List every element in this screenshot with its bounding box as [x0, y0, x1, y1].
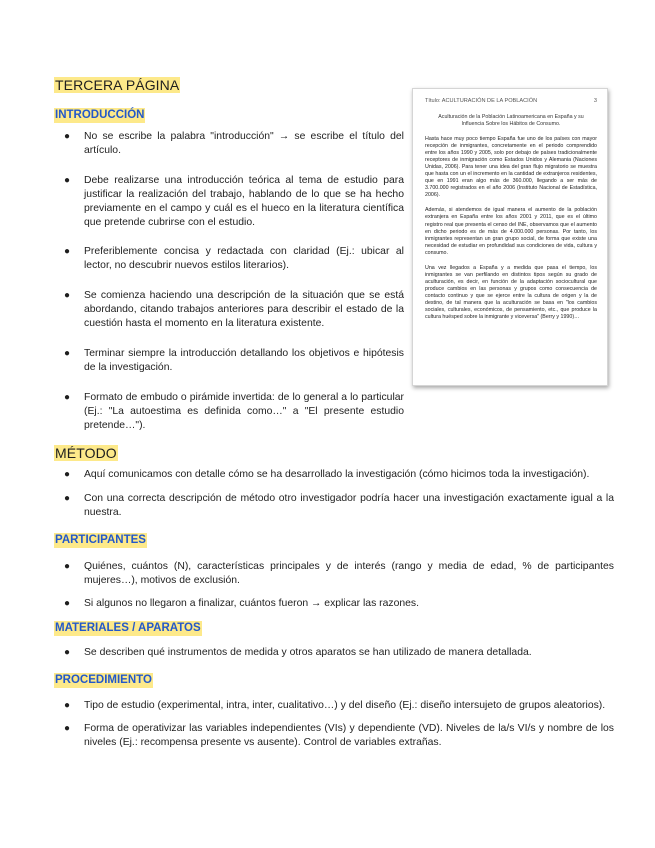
list-item-text: Forma de operativizar las variables independientes (VIs) y dependiente (VD). Niveles de la/s VI/s y nombre de los niveles (Ej.: recompensa presente vs ausente). Control de variables extrañas.: [84, 723, 614, 748]
embedded-doc-title: Aculturación de la Población Latinoamericana en España y su Influencia Sobre los Hábitos de Consumo.: [438, 114, 584, 127]
section-heading-tercera-pagina: [54, 76, 180, 94]
bullet-icon: ●: [64, 647, 71, 658]
list-item: [54, 391, 404, 433]
section-heading-introduccion: INTRODUCCIÓN: [55, 109, 145, 121]
list-item-text: Preferiblemente concisa y redactada con claridad (Ej.: ubicar al lector, no descubrir nuevos estilos literarios).: [84, 246, 404, 271]
list-item-text: Tipo de estudio (experimental, intra, inter, cualitativo…) y del diseño (Ej.: diseño intersujeto de grupos aleatorios).: [84, 700, 606, 711]
bullet-icon: ●: [64, 561, 71, 572]
list-item: [54, 492, 614, 520]
procedimiento-list: [54, 699, 614, 750]
list-item-text: No se escribe la palabra "introducción" → se escribe el título del artículo.: [84, 131, 404, 156]
list-item: [54, 560, 614, 588]
section-heading-procedimiento: PROCEDIMIENTO: [55, 674, 152, 686]
list-item-text: Aquí comunicamos con detalle cómo se ha desarrollado la investigación (cómo hicimos toda la investigación).: [84, 469, 590, 480]
metodo-list: [54, 468, 614, 520]
embedded-doc-running-head: Título: ACULTURACIÓN DE LA POBLACIÓN: [425, 98, 538, 104]
list-item-text: Se comienza haciendo una descripción de la situación que se está abordando, citando trabajos anteriores para describir el estado de la cuestión hasta el momento en la literatura existente.: [84, 290, 404, 329]
section-heading-metodo: [54, 444, 118, 462]
embedded-doc-header: [425, 98, 597, 105]
bullet-icon: ●: [64, 493, 71, 504]
section-heading-materiales: MATERIALES / APARATOS: [55, 622, 201, 634]
embedded-doc-paragraph: Además, si atendemos de igual manera el aumento de la población extranjera en España entre los años 2001 y 2011, que es el último registro real que presenta el censo del INE, observamos que el aumento en dicho periodo es de más de 4.000.000 personas. Por tanto, los inmigrantes representan un gran grupo social, de forma que existe una necesidad de estudiar en profundidad sus condiciones de vida, cultura y consumo.: [425, 207, 597, 256]
embedded-doc-paragraph: Una vez llegados a España y a medida que pasa el tiempo, los inmigrantes se van perfilando en distintos tipos según su grado de aculturación, es decir, en función de la adaptación sociocultural que produce cambios en las personas y grupos como consecuencia de contacto continuo y que se ejerce entre la cultura de origen y la de destino, de tal manera que la aculturación se basa en "los cambios sociales, culturales, económicos, de pensamiento, etc., que produce la cultura huésped sobre la inmigrante y viceversa" (Berry y 1990)…: [425, 264, 597, 321]
bullet-icon: ●: [64, 392, 71, 403]
list-item-text: Formato de embudo o pirámide invertida: de lo general a lo particular (Ej.: "La autoestima es definida como…" a "El presente estudio pretende…").: [84, 392, 404, 431]
list-item: [54, 699, 614, 713]
bullet-icon: ●: [64, 598, 71, 609]
list-item-text: Se describen qué instrumentos de medida y otros aparatos se han utilizado de manera detallada.: [84, 647, 532, 658]
list-item-text: Si algunos no llegaron a finalizar, cuántos fueron → explicar las razones.: [84, 598, 420, 609]
list-item-text: Debe realizarse una introducción teórica al tema de estudio para justificar la realización del trabajo, hablando de lo que se ha hecho previamente en el campo y cuál es el hueco en la literatura científica que pretende cubrirse con el estudio.: [84, 175, 404, 228]
list-item: [54, 130, 404, 158]
list-item: [54, 646, 614, 660]
list-item: [54, 245, 404, 273]
embedded-document-image: [412, 88, 608, 386]
participantes-list: [54, 560, 614, 611]
list-item-text: Terminar siempre la introducción detallando los objetivos e hipótesis de la investigación.: [84, 348, 404, 373]
embedded-doc-page-number: 3: [593, 98, 597, 104]
list-item: [54, 722, 614, 750]
bullet-icon: ●: [64, 723, 71, 734]
list-item: [54, 468, 614, 482]
list-item: [54, 597, 614, 611]
embedded-doc-paragraph: Hasta hace muy poco tiempo España fue uno de los países con mayor recepción de inmigrantes, concretamente en el periodo comprendido entre los años 1990 y 2005, solo por debajo de países tradicionalmente receptores de inmigración como Estados Unidos y Alemania (Naciones Unidas, 2006). Para tener una idea del gran flujo migratorio se muestra que hasta con un el incremento en la cantidad de extranjeros residentes, que en 1991 eran algo más de 360.000, llegando a ser más de 3.700.000 registrados en el año 2006 (Instituto Nacional de Estadística, 2006).: [425, 136, 597, 199]
list-item: [54, 347, 404, 375]
heading-text: MÉTODO: [55, 445, 117, 461]
bullet-icon: ●: [64, 348, 71, 359]
bullet-icon: ●: [64, 175, 71, 186]
section-heading-participantes: PARTICIPANTES: [55, 534, 146, 546]
bullet-icon: ●: [64, 290, 71, 301]
bullet-icon: ●: [64, 700, 71, 711]
materiales-list: [54, 646, 614, 660]
introduccion-list: [54, 130, 404, 433]
bullet-icon: ●: [64, 246, 71, 257]
list-item: [54, 289, 404, 331]
list-item-text: Con una correcta descripción de método otro investigador podría hacer una investigación exactamente igual a la nuestra.: [84, 493, 614, 518]
bullet-icon: ●: [64, 131, 71, 142]
heading-text: TERCERA PÁGINA: [55, 77, 180, 93]
list-item-text: Quiénes, cuántos (N), características principales y de interés (rango y media de edad, % de participantes mujeres…), motivos de exclusión.: [84, 561, 614, 586]
bullet-icon: ●: [64, 469, 71, 480]
list-item: [54, 174, 404, 230]
